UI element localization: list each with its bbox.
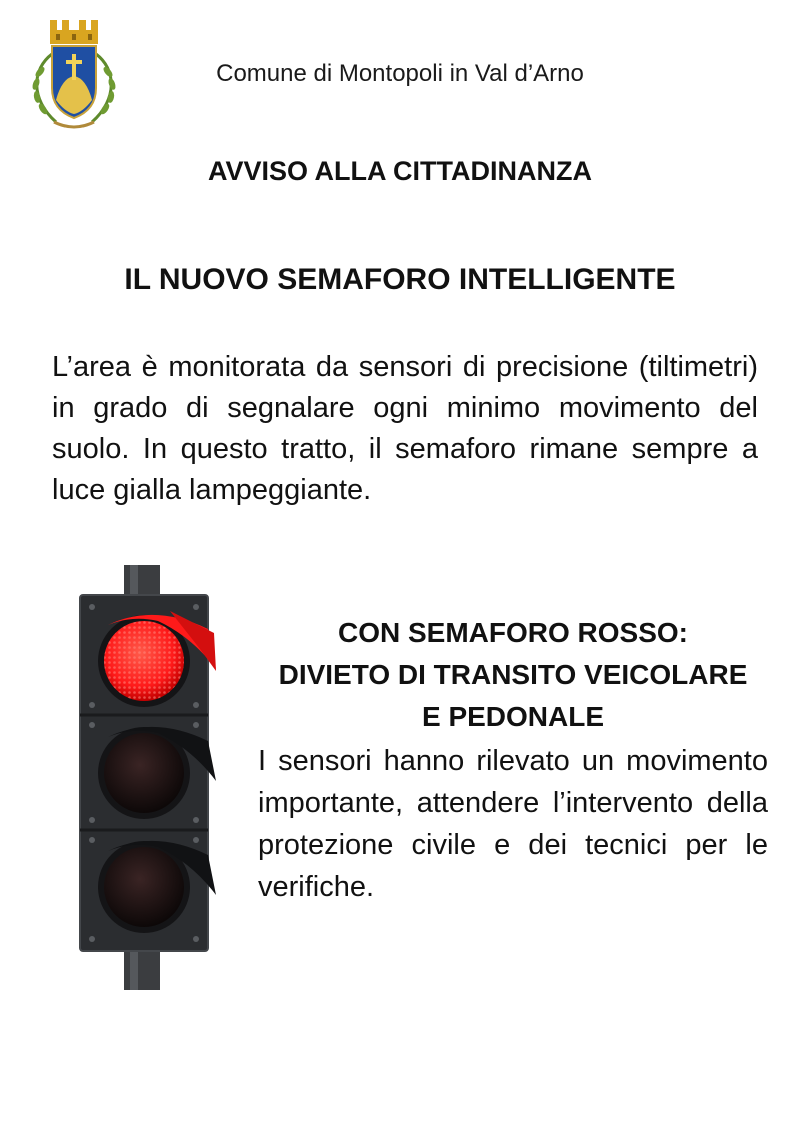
page-title: IL NUOVO SEMAFORO INTELLIGENTE — [124, 263, 676, 296]
red-light-heading-line: CON SEMAFORO ROSSO: — [337, 617, 688, 648]
red-light-section — [258, 612, 768, 908]
red-light-description: I sensori hanno rilevato un movimento importante, attendere l’intervento della protezione civile e dei tecnici per le verifiche. — [258, 745, 768, 903]
notice-heading: AVVISO ALLA CITTADINANZA — [208, 156, 592, 186]
comune-name: Comune di Montopoli in Val d’Arno — [216, 60, 584, 87]
intro-paragraph: L’area è monitorata da sensori di precisione (tiltimetri) in grado di segnalare ogni minimo movimento del suolo. In questo tratto, il semaforo rimane sempre a luce gialla lampeggiante. — [52, 351, 758, 506]
coat-of-arms-icon — [26, 14, 122, 134]
red-light-heading-line: E PEDONALE — [421, 701, 605, 732]
red-light-heading-line: DIVIETO DI TRANSITO VEICOLARE — [278, 659, 748, 690]
traffic-light-icon — [72, 565, 222, 990]
red-light-heading — [258, 612, 768, 738]
